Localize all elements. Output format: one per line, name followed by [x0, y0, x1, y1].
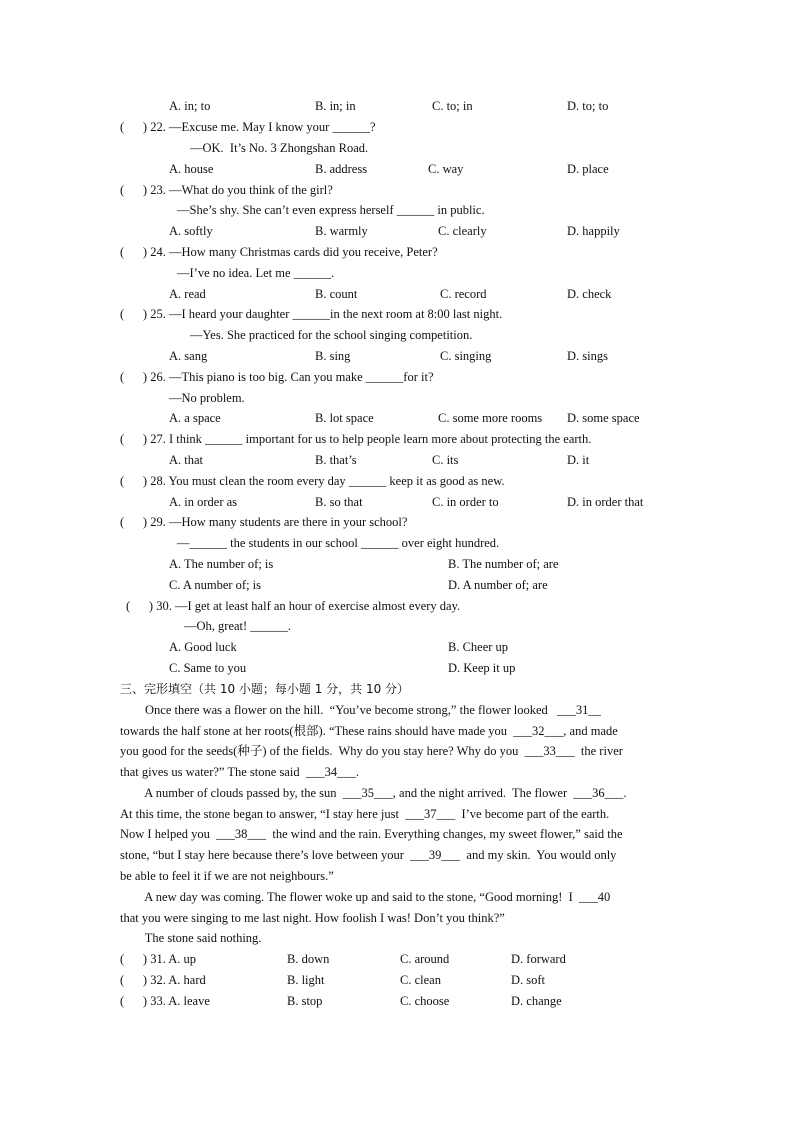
- question-reply: —Yes. She practiced for the school singing competition.: [190, 328, 473, 342]
- question-reply: —I’ve no idea. Let me ______.: [177, 266, 335, 280]
- question-stem: ( ) 32. A. hard: [120, 973, 206, 987]
- option-c: C. clean: [400, 973, 441, 987]
- passage-line: you good for the seeds(种子) of the fields. Why do you stay here? Why do you ___33___ the river: [120, 744, 623, 758]
- question-reply: —No problem.: [169, 391, 245, 405]
- option-d: D. forward: [511, 952, 566, 966]
- option-c: C. A number of; is: [169, 578, 262, 592]
- passage-line: be able to feel it if we are not neighbours.”: [120, 869, 334, 883]
- question-stem: ( ) 33. A. leave: [120, 994, 210, 1008]
- option-c: C. singing: [440, 349, 492, 363]
- question-stem: ( ) 29. —How many students are there in your school?: [120, 515, 408, 529]
- option-c: C. way: [428, 162, 464, 176]
- question-stem: ( ) 23. —What do you think of the girl?: [120, 183, 333, 197]
- option-c: C. its: [432, 453, 459, 467]
- passage-line: that you were singing to me last night. How foolish I was! Don’t you think?”: [120, 911, 505, 925]
- option-d: D. happily: [567, 224, 620, 238]
- option-d: D. to; to: [567, 99, 609, 113]
- option-c: C. some more rooms: [438, 411, 543, 425]
- option-b: B. Cheer up: [448, 640, 509, 654]
- option-c: C. Same to you: [169, 661, 247, 675]
- option-d: D. sings: [567, 349, 608, 363]
- option-a: A. in; to: [169, 99, 211, 113]
- passage-line: A number of clouds passed by, the sun ___35___, and the night arrived. The flower ___36___.: [120, 786, 627, 800]
- option-b: B. warmly: [315, 224, 368, 238]
- option-a: A. a space: [169, 411, 221, 425]
- option-c: C. to; in: [432, 99, 473, 113]
- option-b: B. so that: [315, 495, 363, 509]
- passage-line: A new day was coming. The flower woke up and said to the stone, “Good morning! I ___40: [120, 890, 611, 904]
- option-b: B. count: [315, 287, 358, 301]
- question-stem: ( ) 27. I think ______ important for us to help people learn more about protecting the earth.: [120, 432, 592, 446]
- question-stem: ( ) 25. —I heard your daughter ______in the next room at 8:00 last night.: [120, 307, 503, 321]
- option-a: A. The number of; is: [169, 557, 274, 571]
- section-title: 三、完形填空（共 10 小题；每小题 1 分，共 10 分）: [120, 682, 410, 696]
- option-a: A. in order as: [169, 495, 238, 509]
- question-stem: ( ) 26. —This piano is too big. Can you make ______for it?: [120, 370, 434, 384]
- option-d: D. some space: [567, 411, 640, 425]
- passage-line: The stone said nothing.: [120, 931, 262, 945]
- question-stem: ( ) 22. —Excuse me. May I know your ______?: [120, 120, 376, 134]
- option-b: B. stop: [287, 994, 323, 1008]
- passage-line: At this time, the stone began to answer, “I stay here just ___37___ I’ve become part of the earth.: [120, 807, 610, 821]
- passage-line: that gives us water?” The stone said ___34___.: [120, 765, 359, 779]
- option-a: A. read: [169, 287, 206, 301]
- option-b: B. in; in: [315, 99, 356, 113]
- option-d: D. change: [511, 994, 562, 1008]
- passage-line: Now I helped you ___38___ the wind and the rain. Everything changes, my sweet flower,” said the: [120, 827, 623, 841]
- option-c: C. in order to: [432, 495, 499, 509]
- question-reply: —Oh, great! ______.: [184, 619, 291, 633]
- passage-line: Once there was a flower on the hill. “You’ve become strong,” the flower looked ___31__: [120, 703, 601, 717]
- option-d: D. place: [567, 162, 609, 176]
- option-d: D. in order that: [567, 495, 644, 509]
- passage-line: stone, “but I stay here because there’s love between your ___39___ and my skin. You would only: [120, 848, 617, 862]
- option-a: A. Good luck: [169, 640, 237, 654]
- option-a: A. that: [169, 453, 204, 467]
- option-b: B. lot space: [315, 411, 374, 425]
- option-c: C. clearly: [438, 224, 487, 238]
- option-a: A. sang: [169, 349, 208, 363]
- passage-line: towards the half stone at her roots(根部). “These rains should have made you ___32___, and made: [120, 724, 618, 738]
- option-b: B. sing: [315, 349, 351, 363]
- option-b: B. down: [287, 952, 330, 966]
- option-c: C. around: [400, 952, 450, 966]
- question-stem: ( ) 30. —I get at least half an hour of exercise almost every day.: [126, 599, 461, 613]
- question-stem: ( ) 24. —How many Christmas cards did you receive, Peter?: [120, 245, 438, 259]
- option-c: C. record: [440, 287, 487, 301]
- option-a: A. softly: [169, 224, 213, 238]
- question-reply: —OK. It’s No. 3 Zhongshan Road.: [190, 141, 369, 155]
- option-d: D. soft: [511, 973, 546, 987]
- option-b: B. address: [315, 162, 368, 176]
- option-b: B. The number of; are: [448, 557, 559, 571]
- question-stem: ( ) 28. You must clean the room every day ______ keep it as good as new.: [120, 474, 505, 488]
- question-reply: —She’s shy. She can’t even express herself ______ in public.: [177, 203, 485, 217]
- option-c: C. choose: [400, 994, 450, 1008]
- option-d: D. Keep it up: [448, 661, 516, 675]
- option-b: B. light: [287, 973, 325, 987]
- option-d: D. A number of; are: [448, 578, 548, 592]
- question-stem: ( ) 31. A. up: [120, 952, 197, 966]
- option-b: B. that’s: [315, 453, 357, 467]
- option-a: A. house: [169, 162, 214, 176]
- option-d: D. check: [567, 287, 612, 301]
- question-reply: —______ the students in our school ______ over eight hundred.: [177, 536, 500, 550]
- option-d: D. it: [567, 453, 590, 467]
